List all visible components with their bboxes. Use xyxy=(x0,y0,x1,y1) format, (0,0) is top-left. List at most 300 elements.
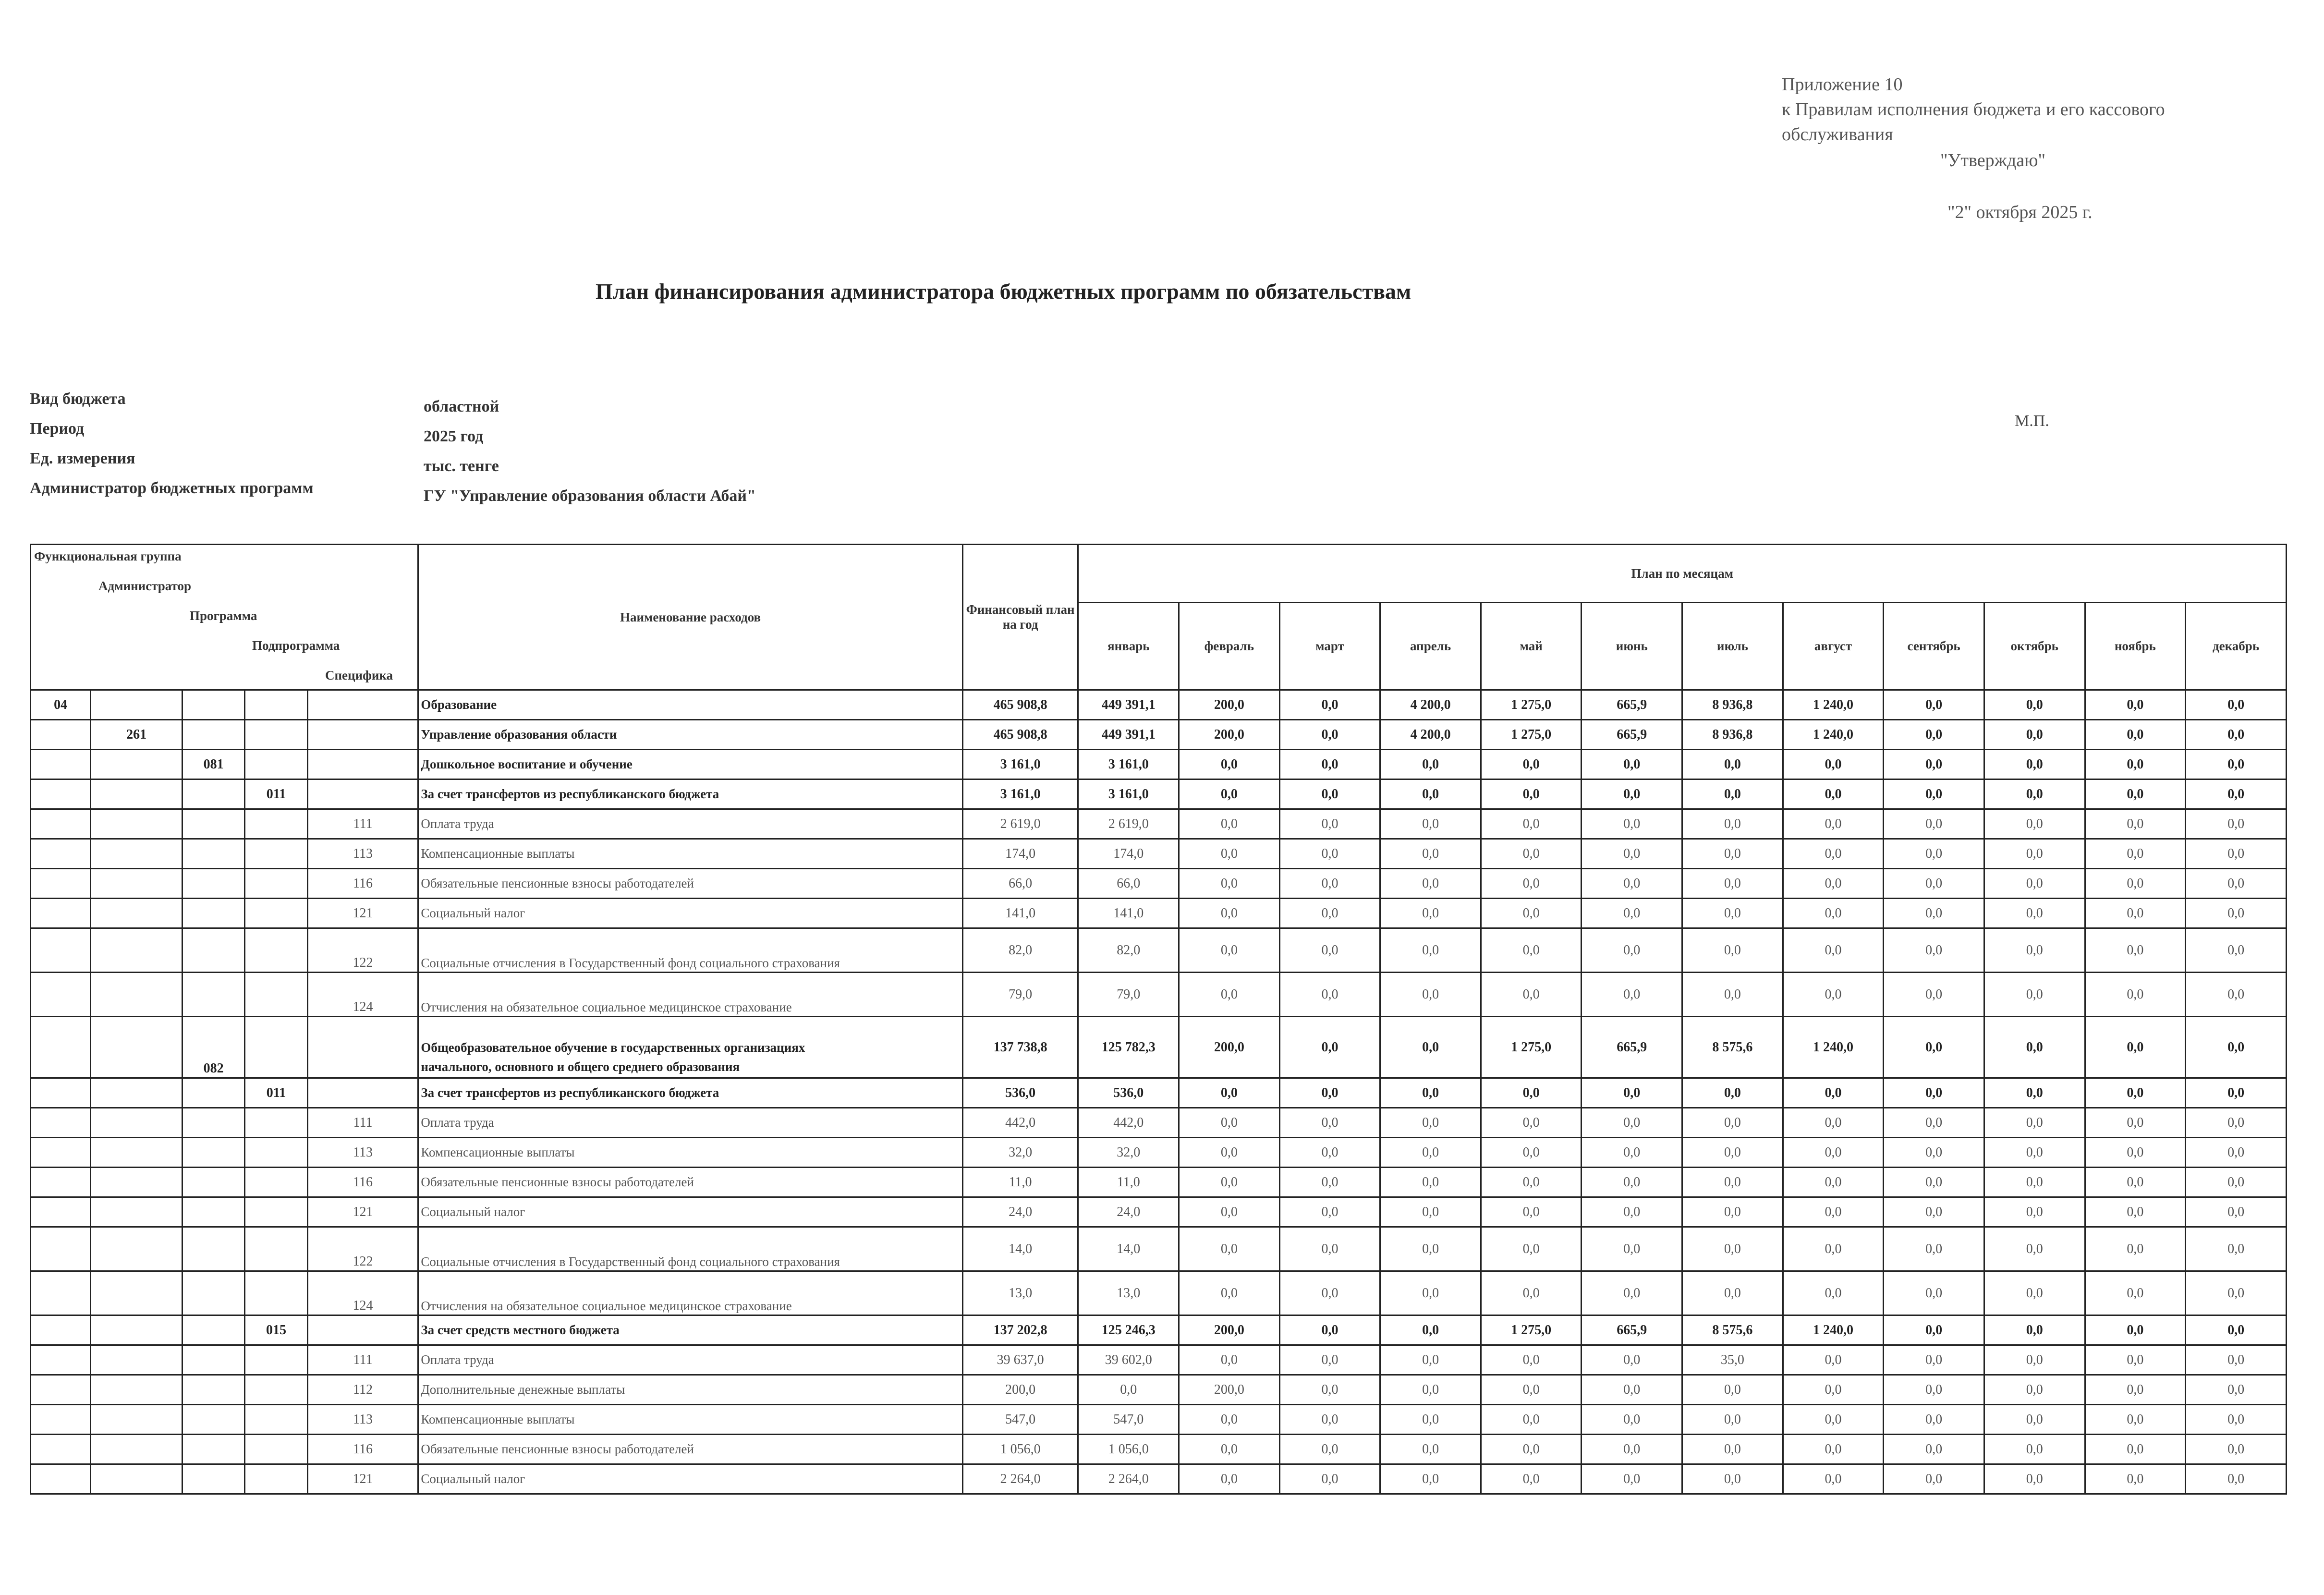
cell-month-value: 13,0 xyxy=(1078,1271,1179,1315)
meta-label-units: Ед. измерения xyxy=(30,450,135,467)
cell-expense-name: Компенсационные выплаты xyxy=(418,839,962,869)
meta-label-budget-type: Вид бюджета xyxy=(30,390,126,408)
table-row xyxy=(31,973,2287,1017)
cell-month-value: 0,0 xyxy=(1582,928,1682,973)
cell-expense-name: Общеобразовательное обучение в государственных организациях начального, основного и общего среднего образования xyxy=(418,1017,962,1078)
cell-func-group xyxy=(31,1078,91,1108)
cell-month-value: 0,0 xyxy=(1984,1227,2085,1271)
cell-func-group xyxy=(31,899,91,928)
cell-month-value: 0,0 xyxy=(1179,1168,1280,1197)
cell-month-value: 0,0 xyxy=(1682,779,1783,809)
cell-month-value: 0,0 xyxy=(1481,750,1582,779)
cell-month-value: 442,0 xyxy=(1078,1108,1179,1138)
cell-month-value: 0,0 xyxy=(1279,1464,1380,1494)
cell-subprogram xyxy=(245,1375,307,1405)
cell-month-value: 0,0 xyxy=(1984,1375,2085,1405)
cell-annual-plan: 13,0 xyxy=(962,1271,1078,1315)
cell-month-value: 141,0 xyxy=(1078,899,1179,928)
cell-func-group xyxy=(31,1375,91,1405)
cell-subprogram xyxy=(245,690,307,720)
cell-expense-name: Социальные отчисления в Государственный фонд социального страхования xyxy=(418,1227,962,1271)
cell-specific: 121 xyxy=(307,1464,418,1494)
cell-month-value: 0,0 xyxy=(2085,750,2186,779)
cell-month-value: 0,0 xyxy=(1380,779,1481,809)
cell-program xyxy=(182,779,244,809)
cell-month-value: 35,0 xyxy=(1682,1345,1783,1375)
cell-specific: 124 xyxy=(307,1271,418,1315)
cell-month-value: 0,0 xyxy=(1582,809,1682,839)
cell-func-group xyxy=(31,1138,91,1168)
cell-annual-plan: 137 202,8 xyxy=(962,1315,1078,1345)
table-row xyxy=(31,1017,2287,1078)
cell-annual-plan: 3 161,0 xyxy=(962,750,1078,779)
cell-program xyxy=(182,720,244,750)
cell-month-value: 0,0 xyxy=(2186,1168,2287,1197)
cell-administrator xyxy=(91,1227,183,1271)
cell-month-value: 0,0 xyxy=(1179,750,1280,779)
cell-month-value: 0,0 xyxy=(1682,899,1783,928)
cell-program: 082 xyxy=(182,1017,244,1078)
cell-func-group xyxy=(31,973,91,1017)
cell-month-value: 0,0 xyxy=(1179,1405,1280,1435)
cell-func-group xyxy=(31,809,91,839)
cell-annual-plan: 3 161,0 xyxy=(962,779,1078,809)
table-row xyxy=(31,1108,2287,1138)
cell-month-value: 0,0 xyxy=(1582,973,1682,1017)
cell-month-value: 14,0 xyxy=(1078,1227,1179,1271)
cell-subprogram xyxy=(245,928,307,973)
cell-month-value: 0,0 xyxy=(1984,1197,2085,1227)
cell-expense-name: Социальный налог xyxy=(418,1197,962,1227)
cell-month-value: 0,0 xyxy=(1884,1405,1984,1435)
cell-month-value: 0,0 xyxy=(2085,1435,2186,1464)
cell-month-value: 0,0 xyxy=(2085,720,2186,750)
cell-month-value: 1 275,0 xyxy=(1481,720,1582,750)
cell-month-value: 0,0 xyxy=(1682,1168,1783,1197)
cell-month-value: 0,0 xyxy=(1682,750,1783,779)
cell-month-value: 0,0 xyxy=(1380,1108,1481,1138)
cell-program xyxy=(182,839,244,869)
cell-administrator xyxy=(91,899,183,928)
cell-administrator xyxy=(91,839,183,869)
table-row xyxy=(31,809,2287,839)
cell-specific xyxy=(307,1017,418,1078)
cell-month-value: 0,0 xyxy=(1380,973,1481,1017)
cell-month-value: 0,0 xyxy=(2186,1464,2287,1494)
cell-month-value: 0,0 xyxy=(2186,690,2287,720)
cell-month-value: 0,0 xyxy=(1884,1375,1984,1405)
cell-month-value: 0,0 xyxy=(1481,1078,1582,1108)
cell-administrator xyxy=(91,1435,183,1464)
hdr-specific: Специфика xyxy=(325,668,393,682)
cell-month-value: 0,0 xyxy=(1783,973,1884,1017)
cell-subprogram xyxy=(245,1405,307,1435)
cell-month-value: 0,0 xyxy=(2085,1197,2186,1227)
cell-month-value: 0,0 xyxy=(1884,1197,1984,1227)
cell-administrator xyxy=(91,1271,183,1315)
cell-expense-name: Компенсационные выплаты xyxy=(418,1138,962,1168)
classification-header xyxy=(31,545,418,690)
cell-month-value: 8 575,6 xyxy=(1682,1315,1783,1345)
hdr-func-group: Функциональная группа xyxy=(34,549,182,563)
cell-month-value: 0,0 xyxy=(1380,899,1481,928)
cell-month-value: 0,0 xyxy=(1481,1271,1582,1315)
cell-month-value: 0,0 xyxy=(1279,1227,1380,1271)
cell-administrator xyxy=(91,750,183,779)
cell-month-value: 0,0 xyxy=(2186,1435,2287,1464)
cell-month-value: 0,0 xyxy=(1682,1078,1783,1108)
cell-month-value: 449 391,1 xyxy=(1078,690,1179,720)
cell-expense-name: Социальный налог xyxy=(418,1464,962,1494)
cell-month-value: 82,0 xyxy=(1078,928,1179,973)
cell-func-group xyxy=(31,1168,91,1197)
cell-month-value: 0,0 xyxy=(1582,779,1682,809)
cell-month-value: 0,0 xyxy=(1380,1345,1481,1375)
cell-month-value: 0,0 xyxy=(1884,899,1984,928)
cell-annual-plan: 39 637,0 xyxy=(962,1345,1078,1375)
cell-subprogram xyxy=(245,1138,307,1168)
cell-month-value: 0,0 xyxy=(1481,1108,1582,1138)
cell-program xyxy=(182,809,244,839)
cell-program xyxy=(182,1227,244,1271)
cell-specific: 113 xyxy=(307,1138,418,1168)
cell-month-value: 0,0 xyxy=(1984,869,2085,899)
cell-month-value: 0,0 xyxy=(1380,750,1481,779)
cell-month-value: 0,0 xyxy=(1884,1078,1984,1108)
hdr-monthly-plan: План по месяцам xyxy=(1078,545,2287,603)
cell-month-value: 0,0 xyxy=(1984,809,2085,839)
cell-month-value: 0,0 xyxy=(1380,869,1481,899)
cell-specific: 124 xyxy=(307,973,418,1017)
cell-annual-plan: 79,0 xyxy=(962,973,1078,1017)
hdr-month: май xyxy=(1481,603,1582,690)
cell-specific: 116 xyxy=(307,1168,418,1197)
cell-month-value: 0,0 xyxy=(1380,1197,1481,1227)
cell-annual-plan: 66,0 xyxy=(962,869,1078,899)
appendix-number: Приложение 10 xyxy=(1782,74,1903,95)
cell-month-value: 0,0 xyxy=(2085,1168,2186,1197)
cell-month-value: 0,0 xyxy=(1481,928,1582,973)
hdr-month: июнь xyxy=(1582,603,1682,690)
cell-month-value: 0,0 xyxy=(1984,779,2085,809)
table-row xyxy=(31,899,2287,928)
cell-expense-name: Социальный налог xyxy=(418,899,962,928)
cell-annual-plan: 24,0 xyxy=(962,1197,1078,1227)
cell-month-value: 0,0 xyxy=(1884,1138,1984,1168)
table-body xyxy=(31,690,2287,1494)
cell-specific: 111 xyxy=(307,1345,418,1375)
cell-month-value: 0,0 xyxy=(1481,869,1582,899)
document-title: План финансирования администратора бюджетных программ по обязательствам xyxy=(596,279,1411,304)
cell-specific xyxy=(307,750,418,779)
approve-date: "2" октября 2025 г. xyxy=(1947,202,2093,222)
table-row xyxy=(31,1271,2287,1315)
cell-month-value: 1 240,0 xyxy=(1783,720,1884,750)
cell-expense-name: Образование xyxy=(418,690,962,720)
cell-expense-name: За счет трансфертов из республиканского бюджета xyxy=(418,779,962,809)
cell-expense-name: Оплата труда xyxy=(418,809,962,839)
cell-month-value: 0,0 xyxy=(2186,1197,2287,1227)
cell-month-value: 665,9 xyxy=(1582,1315,1682,1345)
cell-month-value: 0,0 xyxy=(1783,1345,1884,1375)
cell-month-value: 0,0 xyxy=(1481,1375,1582,1405)
cell-month-value: 0,0 xyxy=(1179,1227,1280,1271)
cell-month-value: 0,0 xyxy=(2085,1345,2186,1375)
cell-month-value: 0,0 xyxy=(1884,1464,1984,1494)
cell-program xyxy=(182,899,244,928)
cell-func-group xyxy=(31,928,91,973)
cell-program xyxy=(182,869,244,899)
cell-expense-name: Обязательные пенсионные взносы работодателей xyxy=(418,1435,962,1464)
cell-program: 081 xyxy=(182,750,244,779)
table-row xyxy=(31,1315,2287,1345)
cell-month-value: 0,0 xyxy=(1380,1138,1481,1168)
cell-month-value: 1 240,0 xyxy=(1783,1315,1884,1345)
cell-month-value: 8 936,8 xyxy=(1682,720,1783,750)
cell-program xyxy=(182,1405,244,1435)
cell-administrator xyxy=(91,928,183,973)
table-row xyxy=(31,779,2287,809)
cell-month-value: 0,0 xyxy=(2085,1405,2186,1435)
cell-month-value: 0,0 xyxy=(2085,1375,2186,1405)
cell-month-value: 0,0 xyxy=(1884,690,1984,720)
table-row xyxy=(31,1078,2287,1108)
cell-administrator xyxy=(91,1138,183,1168)
cell-month-value: 0,0 xyxy=(1884,1168,1984,1197)
cell-administrator: 261 xyxy=(91,720,183,750)
cell-month-value: 0,0 xyxy=(1380,809,1481,839)
cell-administrator xyxy=(91,779,183,809)
cell-program xyxy=(182,1375,244,1405)
meta-value-budget-type: областной xyxy=(424,398,499,415)
cell-month-value: 0,0 xyxy=(2085,779,2186,809)
cell-specific xyxy=(307,690,418,720)
cell-func-group xyxy=(31,1017,91,1078)
cell-subprogram xyxy=(245,1464,307,1494)
cell-month-value: 0,0 xyxy=(1682,1375,1783,1405)
cell-month-value: 0,0 xyxy=(1179,1345,1280,1375)
cell-specific xyxy=(307,1315,418,1345)
cell-month-value: 0,0 xyxy=(1682,1464,1783,1494)
cell-month-value: 0,0 xyxy=(1984,973,2085,1017)
cell-month-value: 174,0 xyxy=(1078,839,1179,869)
cell-expense-name: Оплата труда xyxy=(418,1108,962,1138)
cell-month-value: 0,0 xyxy=(1682,928,1783,973)
table-row xyxy=(31,1345,2287,1375)
cell-month-value: 0,0 xyxy=(1179,899,1280,928)
cell-expense-name: Оплата труда xyxy=(418,1345,962,1375)
meta-label-period: Период xyxy=(30,420,85,438)
cell-expense-name: Компенсационные выплаты xyxy=(418,1405,962,1435)
cell-subprogram xyxy=(245,973,307,1017)
cell-month-value: 0,0 xyxy=(1682,1271,1783,1315)
cell-month-value: 0,0 xyxy=(1984,1168,2085,1197)
cell-month-value: 0,0 xyxy=(1984,839,2085,869)
cell-func-group xyxy=(31,720,91,750)
appendix-rules-cont: обслуживания xyxy=(1782,124,1893,145)
cell-month-value: 8 575,6 xyxy=(1682,1017,1783,1078)
cell-month-value: 0,0 xyxy=(1179,1464,1280,1494)
cell-specific: 113 xyxy=(307,839,418,869)
cell-month-value: 200,0 xyxy=(1179,1375,1280,1405)
cell-expense-name: Обязательные пенсионные взносы работодателей xyxy=(418,869,962,899)
cell-month-value: 0,0 xyxy=(1481,1138,1582,1168)
cell-month-value: 0,0 xyxy=(1783,1197,1884,1227)
cell-month-value: 0,0 xyxy=(1783,1227,1884,1271)
cell-month-value: 0,0 xyxy=(2085,1108,2186,1138)
cell-subprogram xyxy=(245,899,307,928)
cell-month-value: 0,0 xyxy=(2186,928,2287,973)
table-row xyxy=(31,1435,2287,1464)
cell-month-value: 0,0 xyxy=(2186,1017,2287,1078)
cell-month-value: 0,0 xyxy=(1582,1168,1682,1197)
cell-month-value: 32,0 xyxy=(1078,1138,1179,1168)
hdr-month: январь xyxy=(1078,603,1179,690)
cell-month-value: 0,0 xyxy=(1279,1108,1380,1138)
cell-month-value: 0,0 xyxy=(1380,928,1481,973)
cell-month-value: 0,0 xyxy=(1380,1315,1481,1345)
hdr-month: июль xyxy=(1682,603,1783,690)
cell-month-value: 24,0 xyxy=(1078,1197,1179,1227)
cell-month-value: 0,0 xyxy=(1984,1435,2085,1464)
cell-month-value: 0,0 xyxy=(2186,809,2287,839)
cell-specific xyxy=(307,1078,418,1108)
cell-subprogram xyxy=(245,1227,307,1271)
cell-func-group xyxy=(31,1227,91,1271)
cell-subprogram: 011 xyxy=(245,1078,307,1108)
cell-month-value: 0,0 xyxy=(1884,809,1984,839)
cell-month-value: 0,0 xyxy=(1279,720,1380,750)
cell-subprogram xyxy=(245,1197,307,1227)
cell-month-value: 665,9 xyxy=(1582,690,1682,720)
cell-month-value: 0,0 xyxy=(1179,1078,1280,1108)
cell-month-value: 0,0 xyxy=(1279,1405,1380,1435)
cell-expense-name: Отчисления на обязательное социальное медицинское страхование xyxy=(418,973,962,1017)
cell-program xyxy=(182,1197,244,1227)
cell-month-value: 0,0 xyxy=(1984,1017,2085,1078)
cell-month-value: 0,0 xyxy=(1179,869,1280,899)
cell-program xyxy=(182,973,244,1017)
cell-month-value: 0,0 xyxy=(1078,1375,1179,1405)
cell-month-value: 0,0 xyxy=(1279,1435,1380,1464)
cell-subprogram xyxy=(245,750,307,779)
cell-month-value: 3 161,0 xyxy=(1078,779,1179,809)
cell-month-value: 0,0 xyxy=(2186,839,2287,869)
cell-specific xyxy=(307,720,418,750)
cell-month-value: 0,0 xyxy=(1884,1227,1984,1271)
cell-subprogram xyxy=(245,1435,307,1464)
cell-administrator xyxy=(91,973,183,1017)
cell-month-value: 0,0 xyxy=(2186,899,2287,928)
cell-annual-plan: 14,0 xyxy=(962,1227,1078,1271)
cell-program xyxy=(182,1168,244,1197)
cell-month-value: 66,0 xyxy=(1078,869,1179,899)
cell-month-value: 0,0 xyxy=(1984,928,2085,973)
cell-month-value: 0,0 xyxy=(2186,973,2287,1017)
cell-month-value: 0,0 xyxy=(1481,839,1582,869)
cell-month-value: 8 936,8 xyxy=(1682,690,1783,720)
cell-month-value: 0,0 xyxy=(2186,1405,2287,1435)
cell-month-value: 0,0 xyxy=(2085,1271,2186,1315)
cell-month-value: 0,0 xyxy=(1380,1168,1481,1197)
cell-month-value: 0,0 xyxy=(1783,1108,1884,1138)
cell-month-value: 0,0 xyxy=(1884,1345,1984,1375)
cell-administrator xyxy=(91,809,183,839)
cell-month-value: 0,0 xyxy=(1380,1271,1481,1315)
cell-annual-plan: 174,0 xyxy=(962,839,1078,869)
cell-month-value: 0,0 xyxy=(1279,1078,1380,1108)
cell-month-value: 0,0 xyxy=(1783,899,1884,928)
cell-month-value: 0,0 xyxy=(1682,973,1783,1017)
cell-specific: 111 xyxy=(307,1108,418,1138)
cell-expense-name: Отчисления на обязательное социальное медицинское страхование xyxy=(418,1271,962,1315)
cell-month-value: 0,0 xyxy=(2186,1375,2287,1405)
cell-month-value: 0,0 xyxy=(1783,750,1884,779)
cell-month-value: 0,0 xyxy=(1279,809,1380,839)
hdr-month: февраль xyxy=(1179,603,1280,690)
approve-label: "Утверждаю" xyxy=(1940,150,2045,170)
cell-subprogram xyxy=(245,839,307,869)
hdr-month: декабрь xyxy=(2186,603,2287,690)
cell-specific: 122 xyxy=(307,1227,418,1271)
cell-specific: 113 xyxy=(307,1405,418,1435)
cell-month-value: 0,0 xyxy=(1884,720,1984,750)
cell-month-value: 0,0 xyxy=(1279,1271,1380,1315)
stamp-place: М.П. xyxy=(2015,412,2049,430)
cell-month-value: 0,0 xyxy=(1481,1464,1582,1494)
cell-month-value: 0,0 xyxy=(1884,973,1984,1017)
cell-month-value: 0,0 xyxy=(2085,1078,2186,1108)
cell-month-value: 0,0 xyxy=(1481,899,1582,928)
cell-month-value: 0,0 xyxy=(1380,1017,1481,1078)
cell-specific: 121 xyxy=(307,899,418,928)
cell-administrator xyxy=(91,1345,183,1375)
cell-specific: 111 xyxy=(307,809,418,839)
cell-month-value: 0,0 xyxy=(1783,1138,1884,1168)
cell-month-value: 0,0 xyxy=(2186,1227,2287,1271)
cell-program xyxy=(182,1138,244,1168)
cell-month-value: 0,0 xyxy=(1279,690,1380,720)
cell-month-value: 0,0 xyxy=(1179,1271,1280,1315)
cell-month-value: 0,0 xyxy=(1279,928,1380,973)
cell-month-value: 0,0 xyxy=(1380,1464,1481,1494)
cell-month-value: 0,0 xyxy=(2085,1227,2186,1271)
cell-month-value: 0,0 xyxy=(1984,1271,2085,1315)
cell-month-value: 200,0 xyxy=(1179,720,1280,750)
cell-month-value: 200,0 xyxy=(1179,1315,1280,1345)
cell-func-group xyxy=(31,1271,91,1315)
cell-specific: 122 xyxy=(307,928,418,973)
cell-program xyxy=(182,1464,244,1494)
cell-expense-name: Дошкольное воспитание и обучение xyxy=(418,750,962,779)
meta-value-administrator: ГУ "Управление образования области Абай" xyxy=(424,487,756,505)
cell-func-group: 04 xyxy=(31,690,91,720)
cell-month-value: 0,0 xyxy=(1582,1078,1682,1108)
cell-month-value: 0,0 xyxy=(1179,1138,1280,1168)
cell-month-value: 0,0 xyxy=(1179,1435,1280,1464)
cell-month-value: 0,0 xyxy=(1481,1435,1582,1464)
cell-administrator xyxy=(91,1315,183,1345)
cell-annual-plan: 465 908,8 xyxy=(962,720,1078,750)
cell-month-value: 200,0 xyxy=(1179,690,1280,720)
cell-month-value: 0,0 xyxy=(1481,779,1582,809)
cell-subprogram xyxy=(245,720,307,750)
cell-specific: 121 xyxy=(307,1197,418,1227)
cell-month-value: 0,0 xyxy=(1582,1108,1682,1138)
cell-month-value: 0,0 xyxy=(1783,1464,1884,1494)
table-row xyxy=(31,928,2287,973)
cell-month-value: 0,0 xyxy=(1582,1138,1682,1168)
